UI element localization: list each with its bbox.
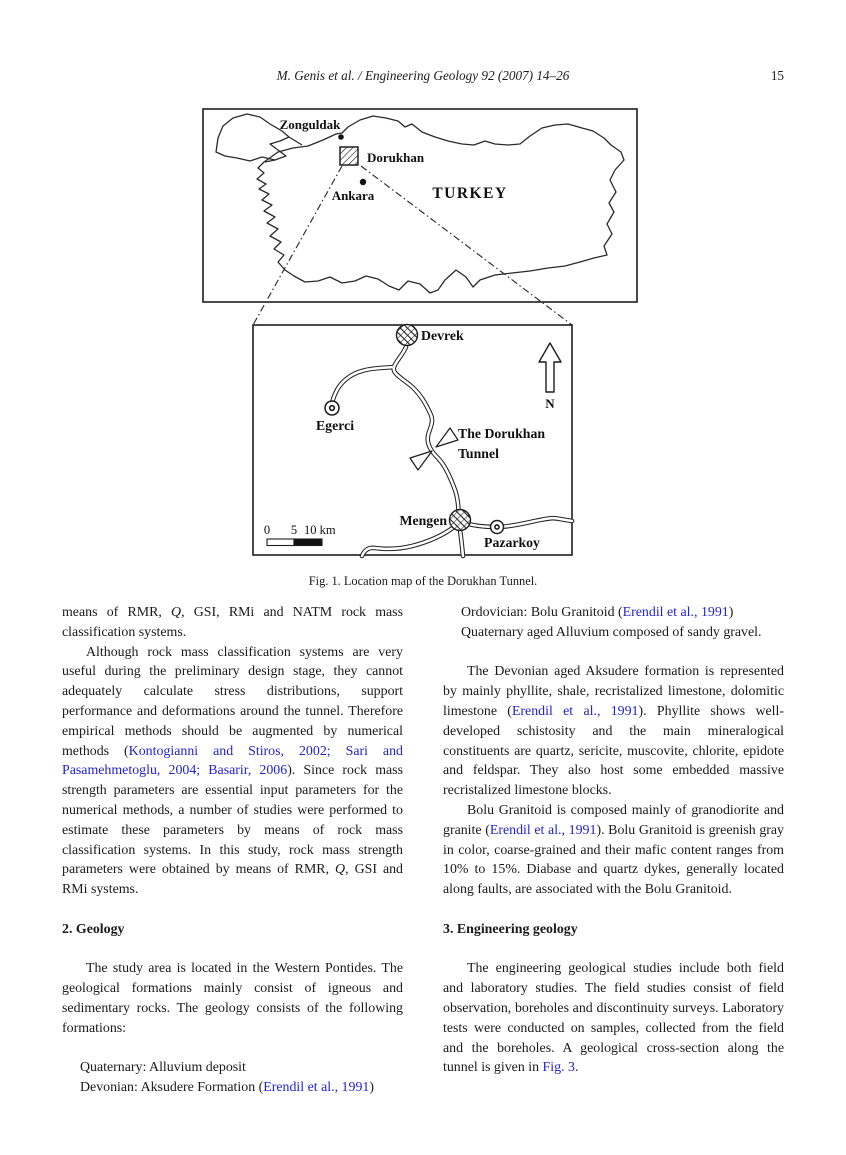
formation-list: [443, 603, 784, 643]
mengen-label: Mengen: [399, 513, 447, 528]
citation-link[interactable]: Fig. 3: [542, 1060, 575, 1076]
paragraph: Although rock mass classification systems are very useful during the preliminary design stage, they cannot adequately calculate stress distributions, support performance and deformations around the tunnel. Therefore empirical methods should be augmented by numerical methods (Kontogianni and Stiros, 2002; Sari and Pasamehmetoglu, 2004; Basarir, 2006). Since rock mass strength parameters are essential input parameters for the numerical methods, a number of studies were performed to estimate these parameters by means of rock mass classification systems. In this study, rock mass strength parameters were obtained by means of RMR, Q, GSI and RMi systems.: [62, 644, 404, 898]
overview-map-frame: [203, 109, 637, 302]
svg-text:5: 5: [290, 523, 298, 537]
mengen-marker: [450, 510, 471, 531]
paragraph: The Devonian aged Aksudere formation is represented by mainly phyllite, shale, recristalized limestone, dolomitic limestone (Erendil et al., 1991). Phyllite shows well-developed schistosity and the main mineralogical constituents are quartz, sericite, muscovite, chlorite, epidote and feldspar. They also host some embedded massive recristalized limestone blocks.: [443, 664, 784, 799]
tunnel-label-line2: Tunnel: [458, 446, 499, 461]
north-arrow-icon: [539, 343, 561, 392]
paragraph: The engineering geological studies include both field and laboratory studies. The field studies consist of field observation, boreholes and discontinuity surveys. Laboratory tests were conducted on samples, collected from the field and the boreholes. A geological cross-section along the tunnel is given in Fig. 3.: [443, 961, 784, 1076]
citation-link[interactable]: Erendil et al., 1991: [263, 1080, 370, 1096]
inset-hatch-square: [340, 147, 358, 165]
country-label: TURKEY: [432, 185, 508, 202]
bosphorus-strait-line: [289, 137, 302, 145]
citation-link[interactable]: Erendil et al., 1991: [622, 605, 729, 620]
journal-running-title: M. Genis et al. / Engineering Geology 92 (2007) 14–26: [276, 68, 570, 83]
paragraph: The study area is located in the Western Pontides. The geological formations mainly consist of igneous and sedimentary rocks. The geology consists of the following formations:: [62, 961, 403, 1036]
citation-link[interactable]: Erendil et al., 1991: [511, 703, 639, 719]
right-column: [443, 603, 784, 1078]
section-heading-engineering-geology: 3. Engineering geology: [443, 921, 578, 937]
dorukhan-label: Dorukhan: [367, 150, 425, 165]
dashed-connector-left: [253, 166, 342, 325]
list-item: Ordovician: Bolu Granitoid (Erendil et al., 1991): [461, 605, 734, 620]
devrek-label: Devrek: [421, 328, 464, 343]
section-heading-geology: 2. Geology: [62, 921, 125, 937]
north-label: N: [545, 396, 555, 411]
figure-1-location-map: [190, 100, 650, 566]
ankara-dot: [360, 179, 366, 185]
list-item: Quaternary: Alluvium deposit: [80, 1060, 246, 1076]
paragraph: Bolu Granitoid is composed mainly of granodiorite and granite (Erendil et al., 1991). Bolu Granitoid is greenish gray in color, coarse-grained and their mafic content ranges from 10% to 15%. Diabase and quartz dykes, generally located along faults, are associated with the Bolu Granitoid.: [443, 802, 784, 898]
zonguldak-dot: [338, 134, 344, 140]
devrek-marker: [397, 325, 418, 346]
turkey-outline: [257, 116, 624, 293]
tunnel-symbol: [410, 428, 458, 470]
zonguldak-label: Zonguldak: [279, 117, 341, 132]
tunnel-label-line1: The Dorukhan: [458, 426, 546, 441]
running-head: [0, 68, 846, 86]
figure-caption: Fig. 1. Location map of the Dorukhan Tunnel.: [308, 574, 538, 588]
citation-link[interactable]: Kontogianni and Stiros, 2002; Sari and Pasamehmetoglu, 2004; Basarir, 2006: [62, 743, 403, 779]
list-item: Quaternary aged Alluvium composed of sandy gravel.: [461, 624, 762, 640]
thrace-outline: [216, 114, 289, 161]
left-column: [62, 603, 403, 1098]
page-number: 15: [770, 68, 784, 83]
list-item: Devonian: Aksudere Formation (Erendil et al., 1991): [80, 1080, 374, 1096]
ankara-label: Ankara: [331, 188, 375, 203]
pazarkoy-marker: [491, 521, 504, 534]
svg-text:10 km: 10 km: [304, 523, 336, 537]
scale-bar: [264, 523, 336, 546]
formation-list: [62, 1058, 403, 1098]
pazarkoy-label: Pazarkoy: [484, 535, 540, 550]
egerci-label: Egerci: [315, 418, 355, 433]
svg-text:0: 0: [263, 523, 271, 537]
egerci-marker: [325, 401, 339, 415]
paragraph: means of RMR, Q, GSI, RMi and NATM rock mass classification systems.: [62, 605, 403, 640]
citation-link[interactable]: Erendil et al., 1991: [489, 822, 597, 838]
